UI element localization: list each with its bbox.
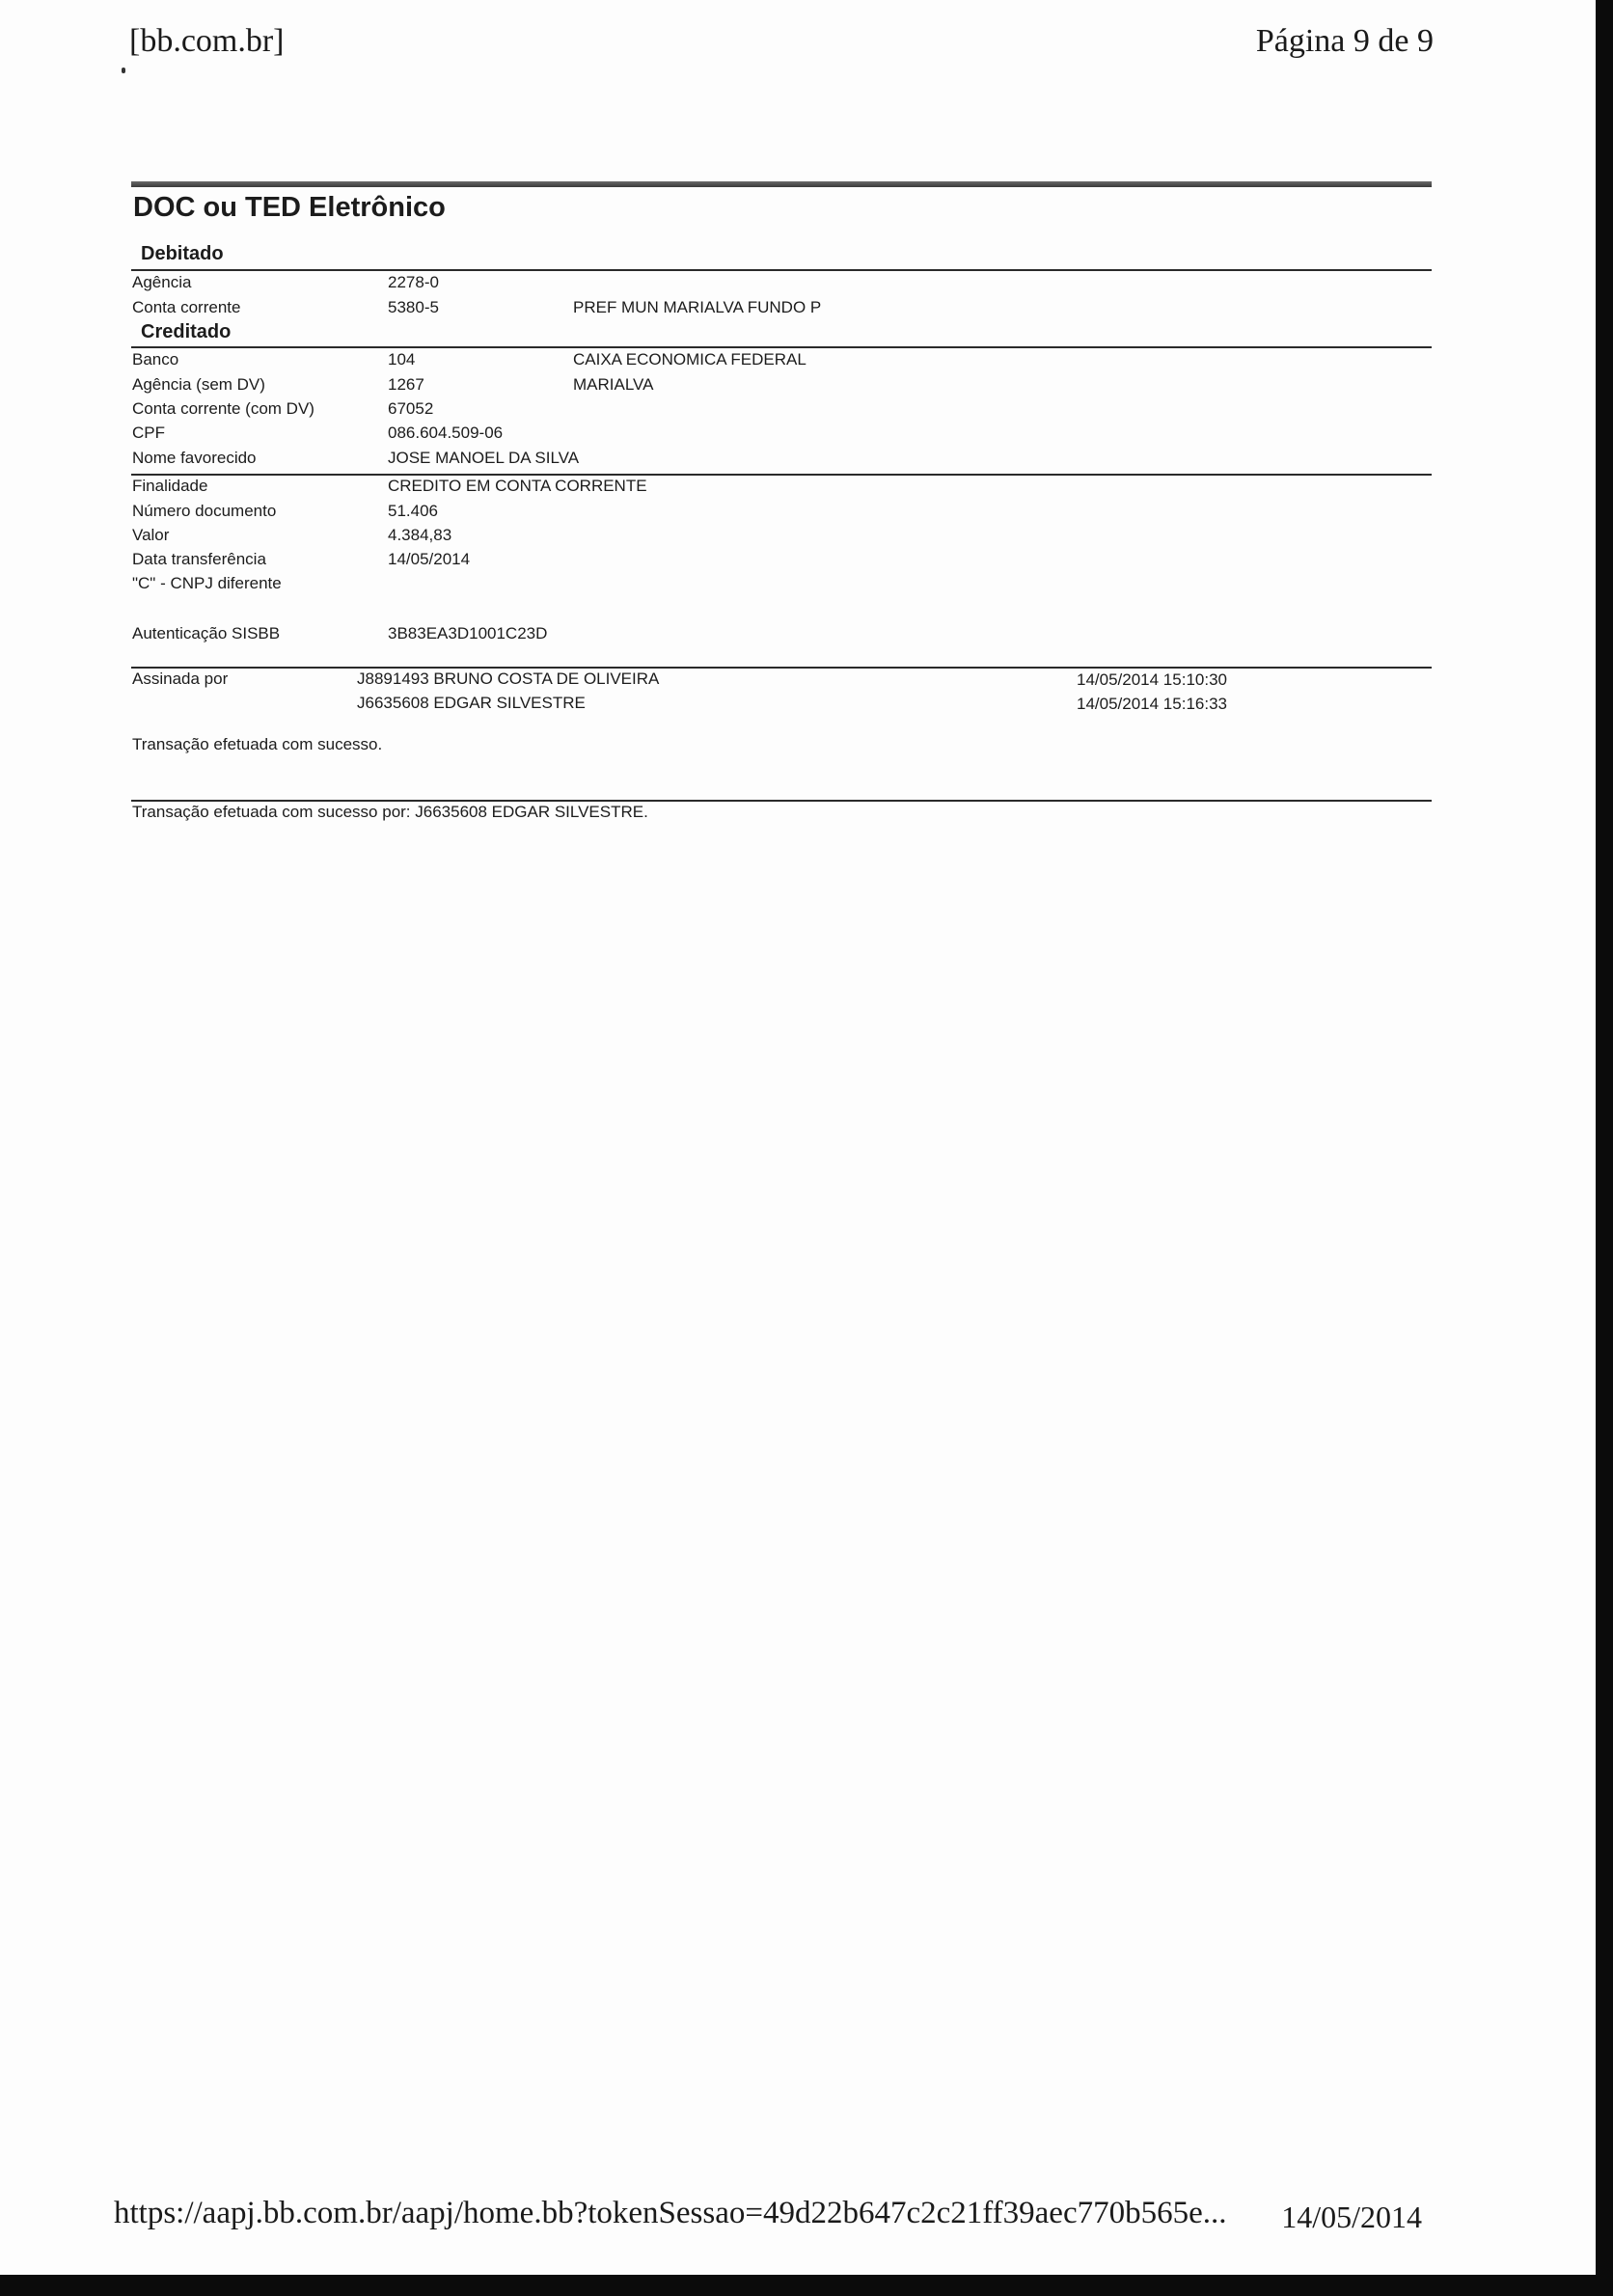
value-cpf: 086.604.509-06 [388, 424, 504, 442]
value-conta-corrente: 5380-5 [388, 298, 439, 316]
label-nome-favorecido: Nome favorecido [132, 449, 257, 467]
value-nome-favorecido: JOSE MANOEL DA SILVA [388, 449, 580, 467]
value-agencia-cidade: MARIALVA [573, 375, 654, 394]
label-agencia-sem-dv: Agência (sem DV) [132, 375, 265, 394]
scan-edge-right [1596, 0, 1613, 2296]
header-site: [bb.com.br] [129, 23, 285, 59]
scan-speck [122, 68, 125, 73]
label-numero-documento: Número documento [132, 502, 277, 520]
footer-date: 14/05/2014 [1281, 2200, 1422, 2234]
label-assinada-por: Assinada por [132, 670, 229, 688]
label-valor: Valor [132, 526, 170, 544]
divider-details [131, 474, 1432, 476]
value-conta-corrente-titular: PREF MUN MARIALVA FUNDO P [573, 298, 822, 316]
value-banco-nome: CAIXA ECONOMICA FEDERAL [573, 350, 806, 369]
signer-1: J8891493 BRUNO COSTA DE OLIVEIRA [357, 670, 660, 688]
signer-2: J6635608 EDGAR SILVESTRE [357, 694, 586, 712]
label-agencia: Agência [132, 273, 192, 291]
label-data-transferencia: Data transferência [132, 550, 266, 568]
value-numero-documento: 51.406 [388, 502, 438, 520]
document-title: DOC ou TED Eletrônico [133, 192, 446, 223]
value-valor: 4.384,83 [388, 526, 452, 544]
divider-creditado [131, 346, 1432, 348]
value-conta-com-dv: 67052 [388, 399, 434, 418]
value-agencia-sem-dv: 1267 [388, 375, 424, 394]
label-cnpj-diferente: "C" - CNPJ diferente [132, 574, 282, 592]
title-top-rule [131, 181, 1432, 187]
divider-final [131, 800, 1432, 802]
status-message: Transação efetuada com sucesso. [132, 735, 383, 753]
section-heading-creditado: Creditado [141, 321, 232, 342]
label-conta-com-dv: Conta corrente (com DV) [132, 399, 314, 418]
signer-2-timestamp: 14/05/2014 15:16:33 [1077, 695, 1227, 713]
label-autenticacao: Autenticação SISBB [132, 624, 281, 642]
value-data-transferencia: 14/05/2014 [388, 550, 471, 568]
label-conta-corrente: Conta corrente [132, 298, 241, 316]
label-cpf: CPF [132, 424, 165, 442]
value-agencia: 2278-0 [388, 273, 439, 291]
value-finalidade: CREDITO EM CONTA CORRENTE [388, 477, 647, 495]
value-banco: 104 [388, 350, 416, 369]
divider-signatures [131, 667, 1432, 669]
signer-1-timestamp: 14/05/2014 15:10:30 [1077, 670, 1227, 689]
label-finalidade: Finalidade [132, 477, 208, 495]
section-heading-debitado: Debitado [141, 243, 224, 264]
header-page-indicator: Página 9 de 9 [1255, 23, 1434, 59]
value-autenticacao: 3B83EA3D1001C23D [388, 624, 548, 642]
label-banco: Banco [132, 350, 179, 369]
divider-debitado [131, 269, 1432, 271]
final-message: Transação efetuada com sucesso por: J6635608 EDGAR SILVESTRE. [132, 803, 648, 821]
footer-url: https://aapj.bb.com.br/aapj/home.bb?tokenSessao=49d22b647c2c21ff39aec770b565e... [114, 2196, 1227, 2230]
scan-edge-bottom [0, 2275, 1613, 2296]
